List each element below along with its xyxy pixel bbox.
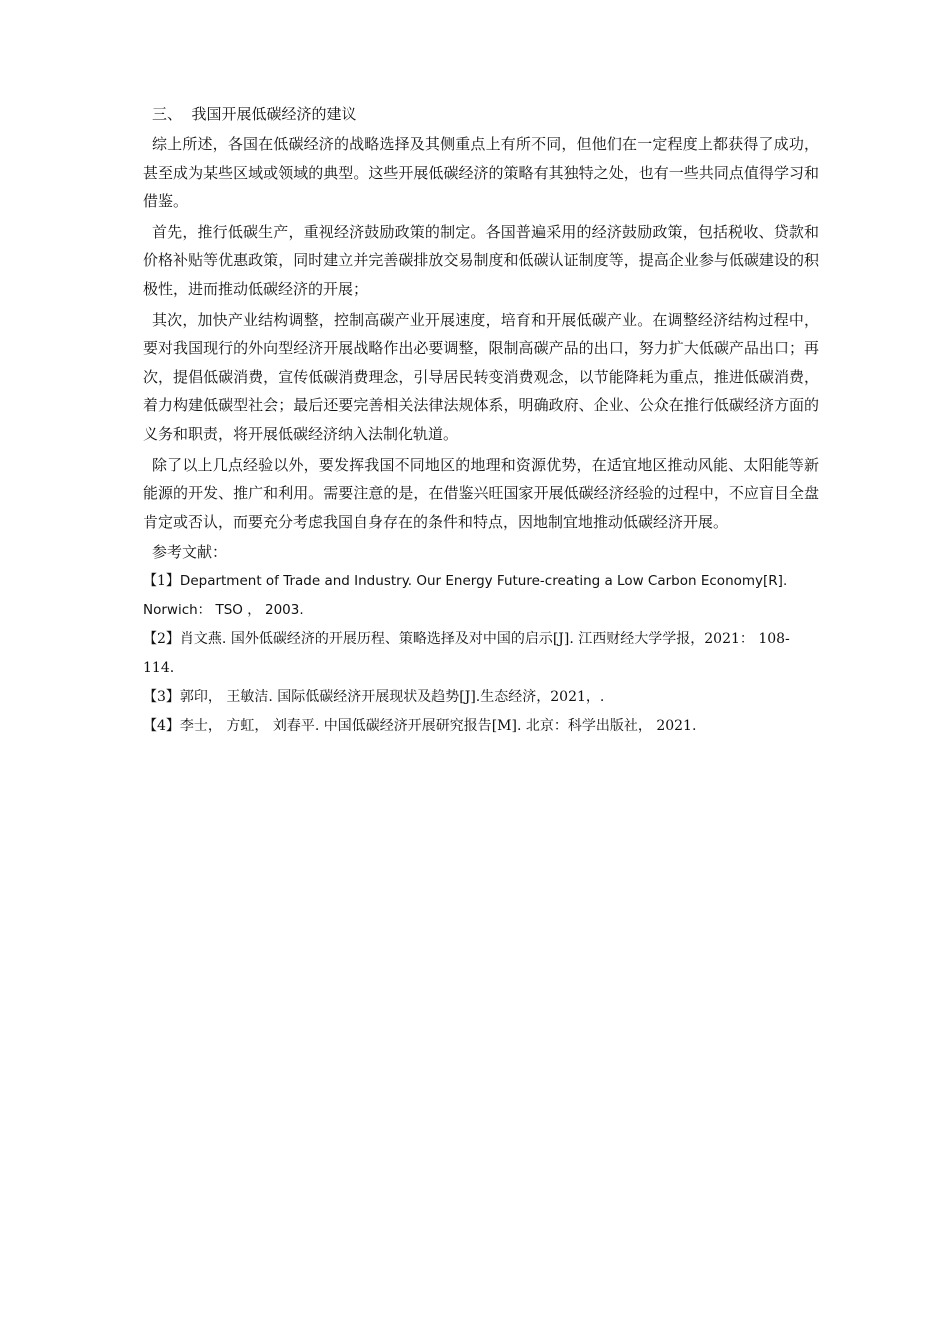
reference-marker: 【1】 (143, 573, 180, 590)
section-heading: 三、 我国开展低碳经济的建议 (152, 105, 357, 123)
reference-item (143, 567, 819, 625)
reference-marker: 【2】 (143, 631, 180, 648)
reference-marker: 【3】 (143, 689, 180, 706)
reference-item (143, 625, 819, 683)
reference-text: 郭印， 王敏洁. 国际低碳经济开展现状及趋势[J].生态经济，2021，. (179, 689, 605, 706)
references-title: 参考文献： (152, 543, 228, 562)
paragraph-first-point: 首先，推行低碳生产，重视经济鼓励政策的制定。各国普遍采用的经济鼓励政策，包括税收、贷款和价格补贴等优惠政策，同时建立并完善碳排放交易制度和低碳认证制度等，提高企业参与低碳建设的积极性，进而推动低碳经济的开展； (143, 222, 819, 298)
paragraph-second-point: 其次，加快产业结构调整，控制高碳产业开展速度，培育和开展低碳产业。在调整经济结构过程中，要对我国现行的外向型经济开展战略作出必要调整，限制高碳产品的出口，努力扩大低碳产品出口；再次，提倡低碳消费，宣传低碳消费理念，引导居民转变消费观念，以节能降耗为重点，推进低碳消费，着力构建低碳型社会；最后还要完善相关法律法规体系，明确政府、企业、公众在推行低碳经济方面的义务和职责，将开展低碳经济纳入法制化轨道。 (143, 310, 819, 443)
paragraph-summary: 综上所述，各国在低碳经济的战略选择及其侧重点上有所不同，但他们在一定程度上都获得了成功，甚至成为某些区域或领域的典型。这些开展低碳经济的策略有其独特之处，也有一些共同点值得学习和借鉴。 (143, 135, 819, 211)
reference-item (143, 683, 819, 712)
document-body (143, 102, 819, 741)
paragraph-additional: 除了以上几点经验以外，要发挥我国不同地区的地理和资源优势，在适宜地区推动风能、太阳能等新能源的开发、推广和利用。需要注意的是，在借鉴兴旺国家开展低碳经济经验的过程中，不应盲目全盘肯定或否认，而要充分考虑我国自身存在的条件和特点，因地制宜地推动低碳经济开展。 (143, 455, 819, 531)
reference-text: Department of Trade and Industry. Our Energy Future-creating a Low Carbon Economy[R]. Norwich： TSO ， 2003. (143, 573, 788, 619)
references-section (143, 538, 819, 741)
reference-text: 肖文燕. 国外低碳经济的开展历程、策略选择及对中国的启示[J]. 江西财经大学学报，2021： 108-114. (143, 631, 790, 677)
reference-item (143, 712, 819, 741)
reference-text: 李士， 方虹， 刘春平. 中国低碳经济开展研究报告[M]. 北京：科学出版社， 2021. (179, 718, 697, 735)
reference-marker: 【4】 (143, 718, 180, 735)
